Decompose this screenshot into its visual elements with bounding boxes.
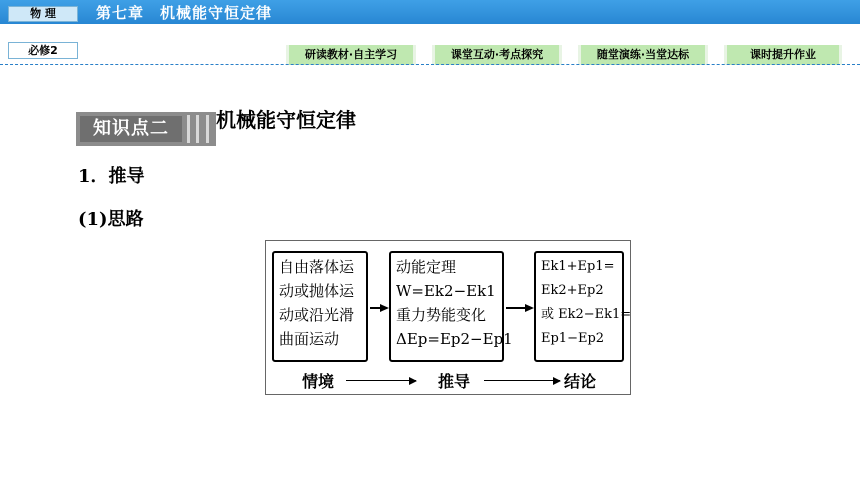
section-heading-approach: (1)思路 [78, 209, 144, 230]
section-heading-derivation: 1．推导 [78, 166, 145, 187]
conclusion-box [534, 251, 632, 362]
header-divider [0, 64, 860, 65]
knowledge-point-title: 机械能守恒定律 [216, 108, 356, 132]
arrow-right-icon [370, 307, 387, 309]
flow-arrow-icon [484, 380, 560, 381]
chapter-title: 第七章 机械能守恒定律 [96, 4, 273, 22]
knowledge-point-label: 知识点二 [80, 116, 182, 142]
derivation-line: 重力势能变化 [396, 306, 487, 324]
badge-bars-decoration [184, 115, 212, 143]
scenario-line: 动或抛体运 [279, 282, 355, 300]
flow-label-conclusion: 结论 [564, 372, 597, 391]
conclusion-line: Ek2+Ep2 [541, 283, 604, 298]
derivation-line: ΔEp=Ep2−Ep1 [396, 330, 513, 348]
scenario-box [272, 251, 368, 362]
conclusion-line: 或 Ek2−Ek1= [541, 307, 632, 322]
nav-button-practice[interactable]: 随堂演练·当堂达标 [578, 45, 708, 65]
derivation-line: W=Ek2−Ek1 [396, 282, 496, 300]
nav-button-interact[interactable]: 课堂互动·考点探究 [432, 45, 562, 65]
arrow-right-icon [506, 307, 532, 309]
derivation-box [389, 251, 513, 362]
conclusion-line: Ep1−Ep2 [541, 331, 605, 346]
flow-arrow-icon [346, 380, 416, 381]
conclusion-line: Ek1+Ep1= [541, 259, 615, 274]
subject-tab[interactable]: 物 理 [8, 6, 78, 22]
flow-label-derivation: 推导 [438, 372, 471, 391]
scenario-line: 动或沿光滑 [279, 306, 355, 324]
derivation-diagram [265, 240, 631, 395]
scenario-line: 自由落体运 [279, 258, 355, 276]
knowledge-point-badge [76, 112, 216, 146]
scenario-line: 曲面运动 [279, 330, 340, 348]
nav-button-homework[interactable]: 课时提升作业 [724, 45, 842, 65]
nav-button-study[interactable]: 研读教材·自主学习 [286, 45, 416, 65]
derivation-line: 动能定理 [396, 258, 457, 276]
book-tab[interactable]: 必修2 [8, 42, 78, 59]
flow-label-scenario: 情境 [302, 372, 335, 391]
